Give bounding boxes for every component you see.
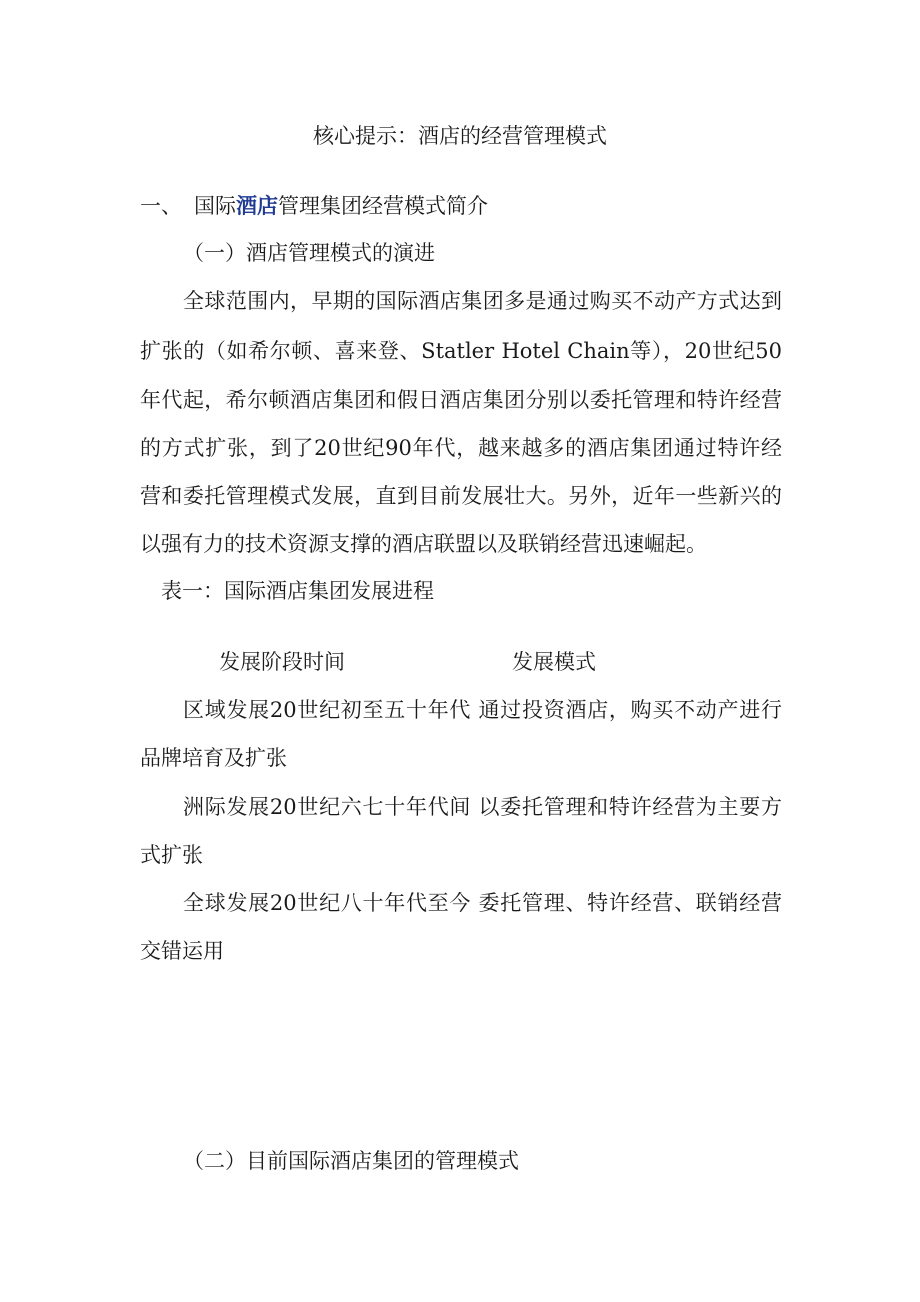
- section-heading-post: 管理集团经营模式简介: [278, 194, 488, 218]
- section-heading: [140, 191, 488, 221]
- table-header-mode: 发展模式: [512, 650, 596, 674]
- table-row-line: 品牌培育及扩张: [140, 746, 287, 770]
- subsection-heading-1: （一）酒店管理模式的演进: [183, 241, 435, 265]
- subsection-heading-2: （二）目前国际酒店集团的管理模式: [183, 1149, 519, 1173]
- table-row-line: 区域发展20世纪初至五十年代 通过投资酒店，购买不动产进行: [183, 698, 782, 722]
- table-row-line: 交错运用: [140, 939, 224, 963]
- paragraph-line: 扩张的（如希尔顿、喜来登、Statler Hotel Chain等），20世纪50: [140, 339, 782, 363]
- table-caption: 表一：国际酒店集团发展进程: [161, 579, 434, 603]
- document-title: 核心提示：酒店的经营管理模式: [313, 124, 607, 148]
- table-row-line: 式扩张: [140, 843, 203, 867]
- paragraph-line: 以强有力的技术资源支撑的酒店联盟以及联销经营迅速崛起。: [140, 532, 707, 556]
- section-heading-pre: 国际: [194, 194, 236, 218]
- table-row-line: 洲际发展20世纪六七十年代间 以委托管理和特许经营为主要方: [183, 795, 782, 819]
- paragraph-line: 年代起，希尔顿酒店集团和假日酒店集团分别以委托管理和特许经营: [140, 388, 782, 412]
- paragraph-line: 的方式扩张，到了20世纪90年代，越来越多的酒店集团通过特许经: [140, 436, 782, 460]
- paragraph-line: 营和委托管理模式发展，直到目前发展壮大。另外，近年一些新兴的: [140, 484, 782, 508]
- section-heading-keyword: 酒店: [236, 193, 278, 218]
- table-header-stage: 发展阶段时间: [219, 650, 345, 674]
- paragraph-line: 全球范围内，早期的国际酒店集团多是通过购买不动产方式达到: [183, 289, 782, 313]
- section-number: 一、: [140, 194, 182, 218]
- table-row-line: 全球发展20世纪八十年代至今 委托管理、特许经营、联销经营: [183, 891, 782, 915]
